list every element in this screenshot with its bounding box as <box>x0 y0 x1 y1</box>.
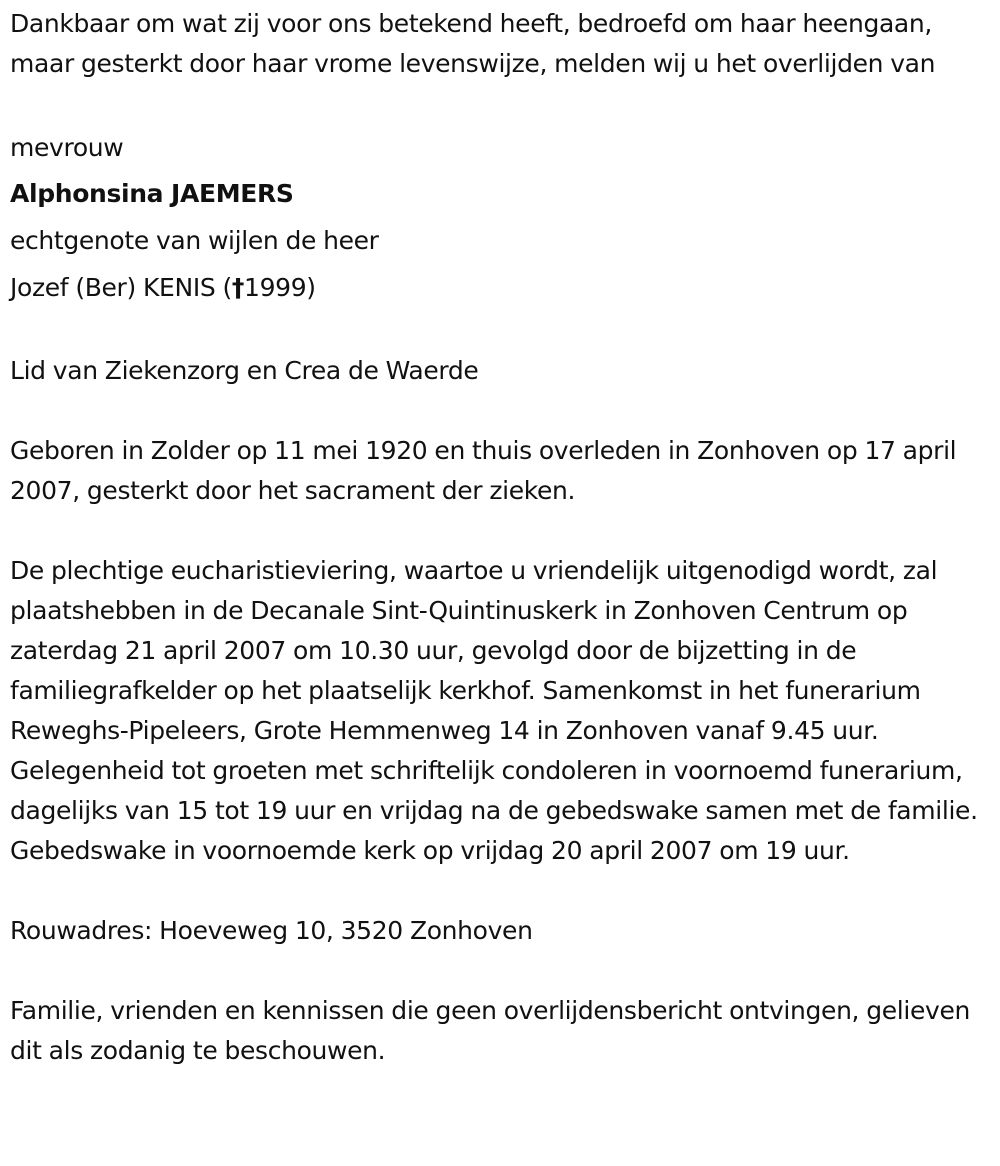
spacer <box>10 391 990 431</box>
service-paragraph: De plechtige eucharistieviering, waartoe u vriendelijk uitgenodigd wordt, zal plaatshebben in de Decanale Sint-Quintinuskerk in Zonhoven Centrum op zaterdag 21 april 2007 om 10.30 uur, gevolgd door de bijzetting in de familiegrafkelder op het plaatselijk kerkhof. Samenkomst in het funerarium Reweghs-Pipeleers, Grote Hemmenweg 14 in Zonhoven vanaf 9.45 uur. Gelegenheid tot groeten met schriftelijk condoleren in voornoemd funerarium, dagelijks van 15 tot 19 uur en vrijdag na de gebedswake samen met de familie. Gebedswake in voornoemde kerk op vrijdag 20 april 2007 om 19 uur. <box>10 556 978 865</box>
intro-paragraph: Dankbaar om wat zij voor ons betekend heeft, bedroefd om haar heengaan, maar gesterkt door haar vrome levenswijze, melden wij u het overlijden van <box>10 9 936 78</box>
spacer <box>10 311 990 351</box>
spouse-name: Jozef (Ber) KENIS ( <box>10 273 232 302</box>
spacer <box>10 871 990 911</box>
spacer <box>10 511 990 551</box>
spouse-line: echtgenote van wijlen de heer <box>10 226 379 255</box>
membership-line: Lid van Ziekenzorg en Crea de Waerde <box>10 356 479 385</box>
deceased-name: Alphonsina JAEMERS <box>10 179 294 208</box>
title-honorific: mevrouw <box>10 133 124 162</box>
birth-death-paragraph: Geboren in Zolder op 11 mei 1920 en thuis overleden in Zonhoven op 17 april 2007, gesterkt door het sacrament der zieken. <box>10 436 957 505</box>
spouse-name-line <box>10 264 990 311</box>
spacer <box>10 951 990 991</box>
mourning-address: Rouwadres: Hoeveweg 10, 3520 Zonhoven <box>10 916 533 945</box>
cross-icon: † <box>231 273 245 302</box>
spacer <box>10 84 990 124</box>
closing-paragraph: Familie, vrienden en kennissen die geen overlijdensbericht ontvingen, gelieven dit als zodanig te beschouwen. <box>10 996 970 1065</box>
spouse-death-year: 1999) <box>244 273 316 302</box>
